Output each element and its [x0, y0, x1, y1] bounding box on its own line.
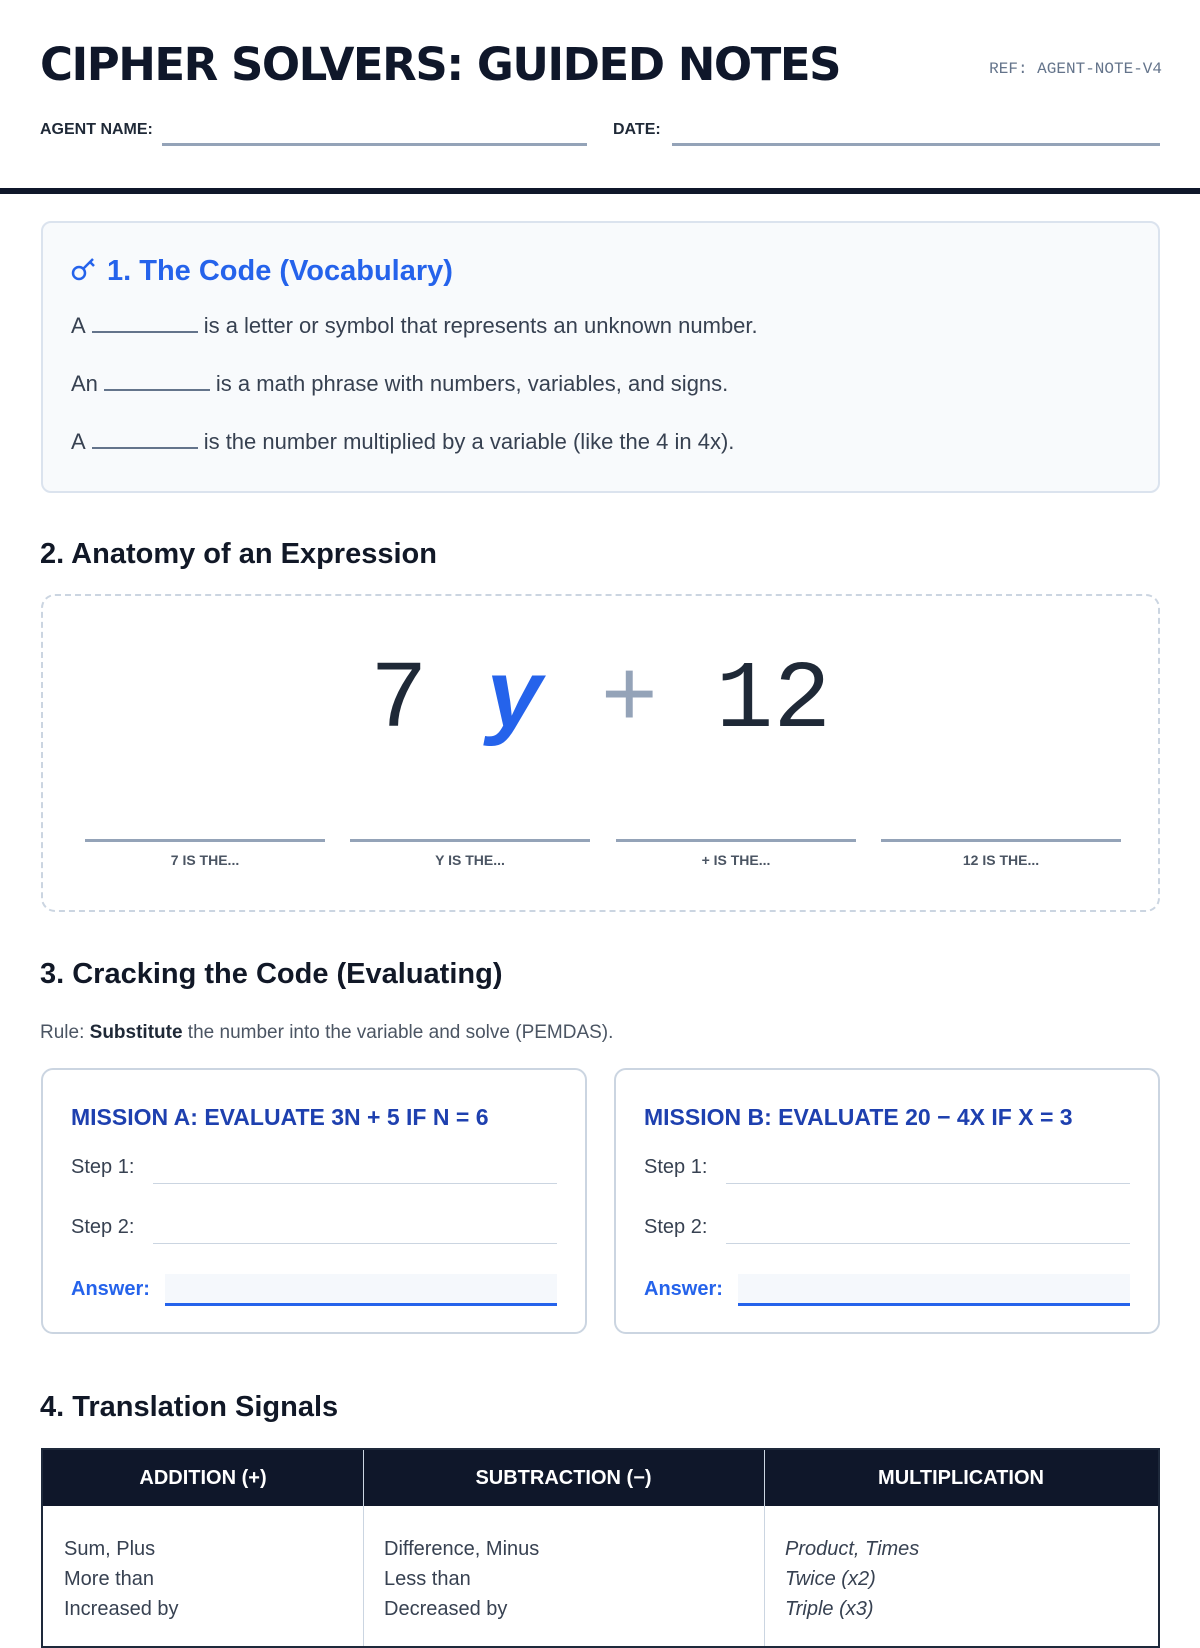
anatomy-answer-line[interactable] — [350, 839, 590, 842]
vocab-line — [71, 313, 758, 339]
vocab-blank[interactable] — [92, 331, 198, 333]
vocab-line — [71, 371, 728, 397]
step-1-line[interactable] — [153, 1183, 557, 1184]
column-divider — [363, 1450, 364, 1646]
signal-word: Twice (x2) — [785, 1568, 876, 1590]
date-field[interactable] — [672, 143, 1160, 146]
table-header-cell: MULTIPLICATION — [878, 1467, 1044, 1489]
mission-title: MISSION B: EVALUATE 20 − 4X IF X = 3 — [644, 1104, 1073, 1130]
signal-word: Sum, Plus — [64, 1538, 156, 1560]
vocab-prefix: A — [71, 429, 86, 454]
agent-name-label: AGENT NAME: — [40, 121, 153, 138]
anatomy-answer-line[interactable] — [616, 839, 856, 842]
expression-constant: 12 — [715, 646, 831, 755]
anatomy-answer-line[interactable] — [85, 839, 325, 842]
worksheet-header — [0, 0, 1200, 194]
step-1-label: Step 1: — [644, 1156, 708, 1178]
signal-word: More than — [64, 1568, 155, 1590]
answer-field[interactable] — [738, 1274, 1130, 1306]
step-2-label: Step 2: — [71, 1216, 135, 1238]
table-cell-multiplication — [785, 1534, 919, 1624]
expression-coefficient: 7 — [370, 646, 428, 755]
date-label: DATE: — [613, 121, 661, 138]
rule-keyword: Substitute — [89, 1022, 183, 1043]
vocab-blank[interactable] — [92, 447, 198, 449]
anatomy-part — [616, 839, 856, 868]
vocab-prefix: An — [71, 371, 98, 396]
expression-display — [43, 646, 1158, 755]
expression-operator: + — [600, 646, 659, 755]
anatomy-title: 2. Anatomy of an Expression — [40, 538, 437, 570]
evaluating-title: 3. Cracking the Code (Evaluating) — [40, 958, 503, 990]
mission-card-a — [41, 1068, 587, 1334]
anatomy-part-label: + IS THE... — [701, 852, 771, 868]
column-divider — [764, 1450, 765, 1646]
anatomy-part — [350, 839, 590, 868]
answer-label: Answer: — [644, 1278, 723, 1300]
vocab-text: is a letter or symbol that represents an unknown number. — [203, 313, 758, 338]
anatomy-section — [41, 594, 1160, 912]
table-cell-subtraction — [384, 1534, 539, 1624]
vocabulary-title — [71, 255, 453, 288]
translation-table — [41, 1448, 1160, 1648]
anatomy-answer-line[interactable] — [881, 839, 1121, 842]
evaluating-rule — [40, 1022, 613, 1044]
answer-label: Answer: — [71, 1278, 150, 1300]
signal-word: Less than — [384, 1568, 471, 1590]
rule-prefix: Rule: — [40, 1022, 90, 1043]
table-header-cell: SUBTRACTION (−) — [475, 1467, 652, 1489]
anatomy-part-label: 7 IS THE... — [170, 852, 240, 868]
vocabulary-section — [41, 221, 1160, 493]
mission-title: MISSION A: EVALUATE 3N + 5 IF N = 6 — [71, 1104, 489, 1130]
vocabulary-title-text: 1. The Code (Vocabulary) — [107, 255, 453, 287]
anatomy-part — [881, 839, 1121, 868]
agent-name-field[interactable] — [162, 143, 587, 146]
signal-word: Product, Times — [785, 1538, 920, 1560]
key-icon — [71, 256, 97, 282]
anatomy-part-label: Y IS THE... — [435, 852, 505, 868]
step-2-label: Step 2: — [644, 1216, 708, 1238]
signal-word: Triple (x3) — [785, 1598, 874, 1620]
reference-code: REF: AGENT-NOTE-V4 — [989, 60, 1162, 78]
rule-text: the number into the variable and solve (PEMDAS). — [182, 1022, 614, 1043]
expression-variable: y — [485, 646, 543, 755]
step-1-label: Step 1: — [71, 1156, 135, 1178]
anatomy-part-label: 12 IS THE... — [962, 852, 1040, 868]
step-1-line[interactable] — [726, 1183, 1130, 1184]
page-title: CIPHER SOLVERS: GUIDED NOTES — [40, 38, 840, 91]
mission-card-b — [614, 1068, 1160, 1334]
table-cell-addition — [64, 1534, 179, 1624]
vocab-prefix: A — [71, 313, 86, 338]
signal-word: Increased by — [64, 1598, 179, 1620]
answer-field[interactable] — [165, 1274, 557, 1306]
anatomy-part — [85, 839, 325, 868]
vocab-text: is a math phrase with numbers, variables, and signs. — [215, 371, 729, 396]
vocab-blank[interactable] — [104, 389, 210, 391]
vocab-text: is the number multiplied by a variable (like the 4 in 4x). — [203, 429, 735, 454]
vocab-line — [71, 429, 734, 455]
table-header-cell: ADDITION (+) — [139, 1467, 267, 1489]
signal-word: Decreased by — [384, 1598, 508, 1620]
translation-title: 4. Translation Signals — [40, 1391, 339, 1423]
table-header-row — [43, 1450, 1158, 1506]
step-2-line[interactable] — [726, 1243, 1130, 1244]
signal-word: Difference, Minus — [384, 1538, 540, 1560]
step-2-line[interactable] — [153, 1243, 557, 1244]
